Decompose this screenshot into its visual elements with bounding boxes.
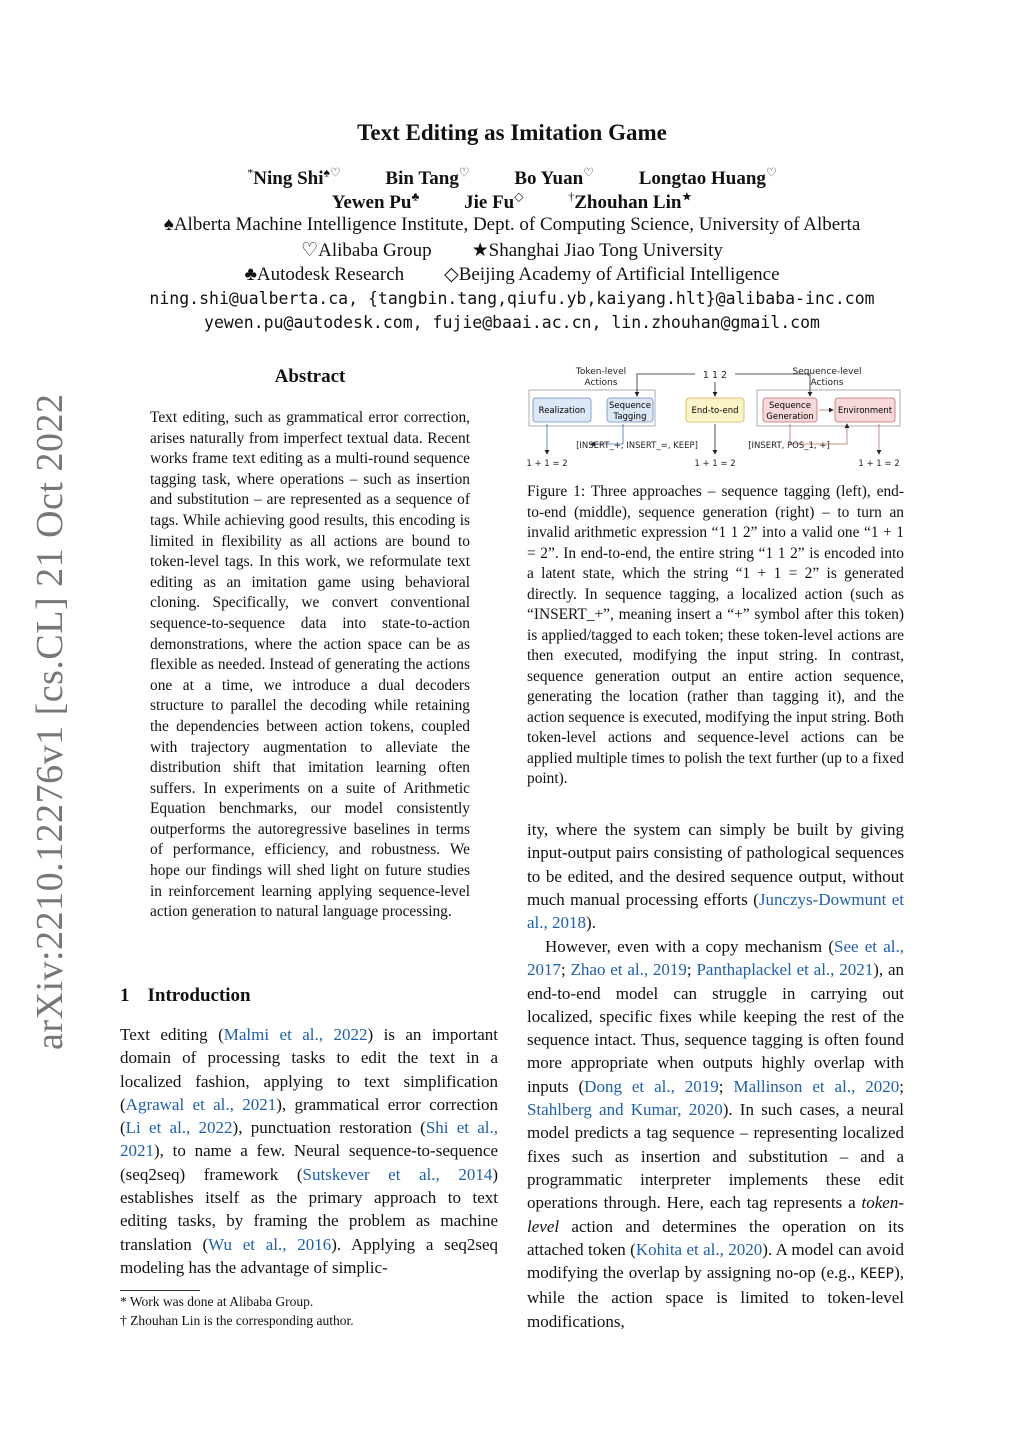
input-to-tagging-arrow xyxy=(637,374,695,396)
output-middle: 1 + 1 = 2 xyxy=(694,459,736,469)
author: Bin Tang♡ xyxy=(385,166,470,190)
text-run: ; xyxy=(686,960,697,980)
citation-link[interactable]: Zhao et al., 2019 xyxy=(570,960,687,980)
text-run: ). A model can avoid modifying the overlap by assigning no-op (e.g., xyxy=(527,1239,904,1283)
affiliation-line-1: ♠Alberta Machine Intelligence Institute, Dept. of Computing Science, University of Alberta xyxy=(163,214,861,235)
text-run: Text editing ( xyxy=(120,1025,224,1044)
text-run: ) establishes itself as the primary approach to text editing tasks, by framing the problem as machine translation ( xyxy=(120,1164,498,1254)
email-line-2: yewen.pu@autodesk.com, fujie@baai.ac.cn, lin.zhouhan@gmail.com xyxy=(204,313,820,332)
citation-link[interactable]: Mallinson et al., 2020 xyxy=(733,1076,900,1096)
sequence-actions-text: [INSERT, POS_1, +] xyxy=(748,441,830,451)
affiliation-line-2: ♡Alibaba Group ★Shanghai Jiao Tong University xyxy=(301,240,723,261)
token-actions-text: [INSERT_+, INSERT_=, KEEP] xyxy=(576,441,698,451)
text-run: ity, where the system can simply be built by giving input-output pairs consisting of pathological sequences to be edited, and the desired sequence output, without much manual processing efforts ( xyxy=(527,820,904,909)
author: Jie Fu◇ xyxy=(464,190,524,214)
paper-title: Text Editing as Imitation Game xyxy=(357,120,667,145)
abstract-heading: Abstract xyxy=(274,366,346,387)
intro-paragraph-right-2 xyxy=(527,935,904,1333)
sequence-tagging-label: Tagging xyxy=(613,412,647,422)
text-run: action and determines the operation on its attached token ( xyxy=(527,1216,904,1259)
environment-label: Environment xyxy=(837,406,893,416)
citation-link[interactable]: Panthaplackel et al., 2021 xyxy=(696,960,874,980)
end-to-end-label: End-to-end xyxy=(691,406,739,416)
figure-1 xyxy=(527,362,904,474)
author-line-1 xyxy=(0,166,1024,190)
output-left: 1 + 1 = 2 xyxy=(527,459,568,469)
citation-link[interactable]: Dong et al., 2019 xyxy=(584,1076,719,1096)
author: *Ning Shi♠♡ xyxy=(247,166,341,190)
citation-link[interactable]: Malmi et al., 2022 xyxy=(223,1025,368,1044)
citation-link[interactable]: Junczys-Dowmunt et al., 2018 xyxy=(527,889,904,933)
author: Yewen Pu♣ xyxy=(331,190,420,214)
citation-link[interactable]: Kohita et al., 2020 xyxy=(635,1239,763,1259)
figure-caption: Figure 1: Three approaches – sequence tagging (left), end-to-end (middle), sequence generation (right) – to turn an invalid arithmetic expression “1 1 2” into a valid one “1 + 1 = 2”. In end-to-end, the entire string “1 1 2” is encoded into a latent state, which the string “1 + 1 = 2” is generated directly. In sequence tagging, a localized action (such as “INSERT_+”, meaning insert a “+” symbol after this token) is applied/tagged to each token; these token-level actions are then executed, modifying the input string. In contrast, sequence generation output an entire action sequence, generating the location (rather than tagging it), and the action sequence is executed, modifying the input string. Both token-level actions and sequence-level actions can be applied multiple times to polish the text further (up to a fixed point). xyxy=(527,483,904,787)
citation-link[interactable]: Li et al., 2022 xyxy=(125,1118,233,1138)
citation-link[interactable]: Shi et al., 2021 xyxy=(120,1118,499,1161)
text-run: ) is an important domain of processing tasks to edit the text in a localized fashion, applying to text simplification ( xyxy=(120,1025,498,1114)
citation-link[interactable]: Wu et al., 2016 xyxy=(208,1234,332,1254)
intro-paragraph-left xyxy=(120,1023,498,1279)
text-run: ). Applying a seq2seq modeling has the advantage of simplic- xyxy=(120,1234,498,1277)
text-run: KEEP xyxy=(860,1266,895,1283)
text-run: ), while the action space is limited to token-level modifications, xyxy=(527,1263,904,1331)
text-run: ), an end-to-end model can struggle in carrying out localized, specific fixes while keeping the rest of the sequence intact. Thus, sequence tagging is often found more appropriate when outputs highly overlap with inputs ( xyxy=(527,960,904,1096)
arxiv-stamp: arXiv:2210.12276v1 [cs.CL] 21 Oct 2022 xyxy=(29,393,71,1050)
text-run: ; xyxy=(899,1076,904,1096)
output-right: 1 + 1 = 2 xyxy=(858,459,900,469)
text-run: ; xyxy=(561,960,571,980)
footnote-1: * Work was done at Alibaba Group. xyxy=(120,1294,314,1309)
sequence-level-label: Sequence-level xyxy=(792,367,862,377)
token-level-label: Token-level xyxy=(575,367,627,377)
footnote-rule xyxy=(120,1290,200,1291)
citation-link[interactable]: See et al., 2017 xyxy=(527,937,904,980)
abstract-text: Text editing, such as grammatical error correction, arises naturally from imperfect textual data. Recent works frame text editing as a multi-round sequence tagging task, where operations – such as insertion and substitution – are represented as a sequence of tags. While achieving good results, this encoding is limited in flexibility as all actions are bound to token-level tags. In this work, we reformulate text editing as an imitation game using behavioral cloning. Specifically, we convert conventional sequence-to-sequence data into state-to-action demonstrations, where the action space can be as flexible as needed. Instead of generating the actions one at a time, we introduce a dual decoders structure to parallel the decoding while retaining the dependencies between action tokens, coupled with trajectory augmentation to alleviate the distribution shift that imitation learning often suffers. In experiments on a suite of Arithmetic Equation benchmarks, our model consistently outperforms the autoregressive baselines in terms of performance, efficiency, and robustness. We hope our findings will shed light on future studies in reinforcement learning applying sequence-level action generation to natural language processing. xyxy=(150,409,470,921)
realization-label: Realization xyxy=(538,406,586,416)
sequence-tagging-label: Sequence xyxy=(609,401,651,411)
sequence-generation-label: Sequence xyxy=(769,401,811,411)
affiliation-line-3: ♣Autodesk Research ◇Beijing Academy of Artificial Intelligence xyxy=(244,264,780,285)
text-run: ), punctuation restoration ( xyxy=(232,1118,426,1138)
token-level-label: Actions xyxy=(584,378,618,388)
text-run: ), grammatical error correction ( xyxy=(120,1094,498,1138)
author: †Zhouhan Lin★ xyxy=(568,190,693,214)
citation-link[interactable]: Agrawal et al., 2021 xyxy=(125,1094,277,1114)
author: Longtao Huang♡ xyxy=(638,166,777,190)
sequence-level-label: Actions xyxy=(810,378,844,388)
text-run: ). xyxy=(586,913,596,933)
text-run: token-level xyxy=(527,1193,904,1236)
intro-paragraph-right-1 xyxy=(527,818,904,934)
sequence-generation-label: Generation xyxy=(766,412,814,422)
input-string: 1 1 2 xyxy=(702,370,728,381)
text-run: ). In such cases, a neural model predicts a tag sequence – representing localized fixes such as insertion and substitution – and a programmatic interpreter implements these edit operations through. Here, each tag represents a xyxy=(527,1100,904,1213)
text-run: However, even with a copy mechanism ( xyxy=(545,937,835,956)
figure-1-diagram xyxy=(527,362,904,474)
section-heading: 1 Introduction xyxy=(120,985,251,1006)
author: Bo Yuan♡ xyxy=(514,166,594,190)
citation-link[interactable]: Sutskever et al., 2014 xyxy=(302,1164,493,1184)
text-run: ; xyxy=(718,1076,734,1096)
author-line-2 xyxy=(0,190,1024,214)
email-line-1: ning.shi@ualberta.ca, {tangbin.tang,qiufu.yb,kaiyang.hlt}@alibaba-inc.com xyxy=(149,289,875,308)
input-to-generation-arrow xyxy=(735,374,810,396)
text-run: ), to name a few. Neural sequence-to-sequence (seq2seq) framework ( xyxy=(120,1141,498,1184)
footnote-2: † Zhouhan Lin is the corresponding author. xyxy=(120,1313,354,1328)
citation-link[interactable]: Stahlberg and Kumar, 2020 xyxy=(527,1100,723,1120)
